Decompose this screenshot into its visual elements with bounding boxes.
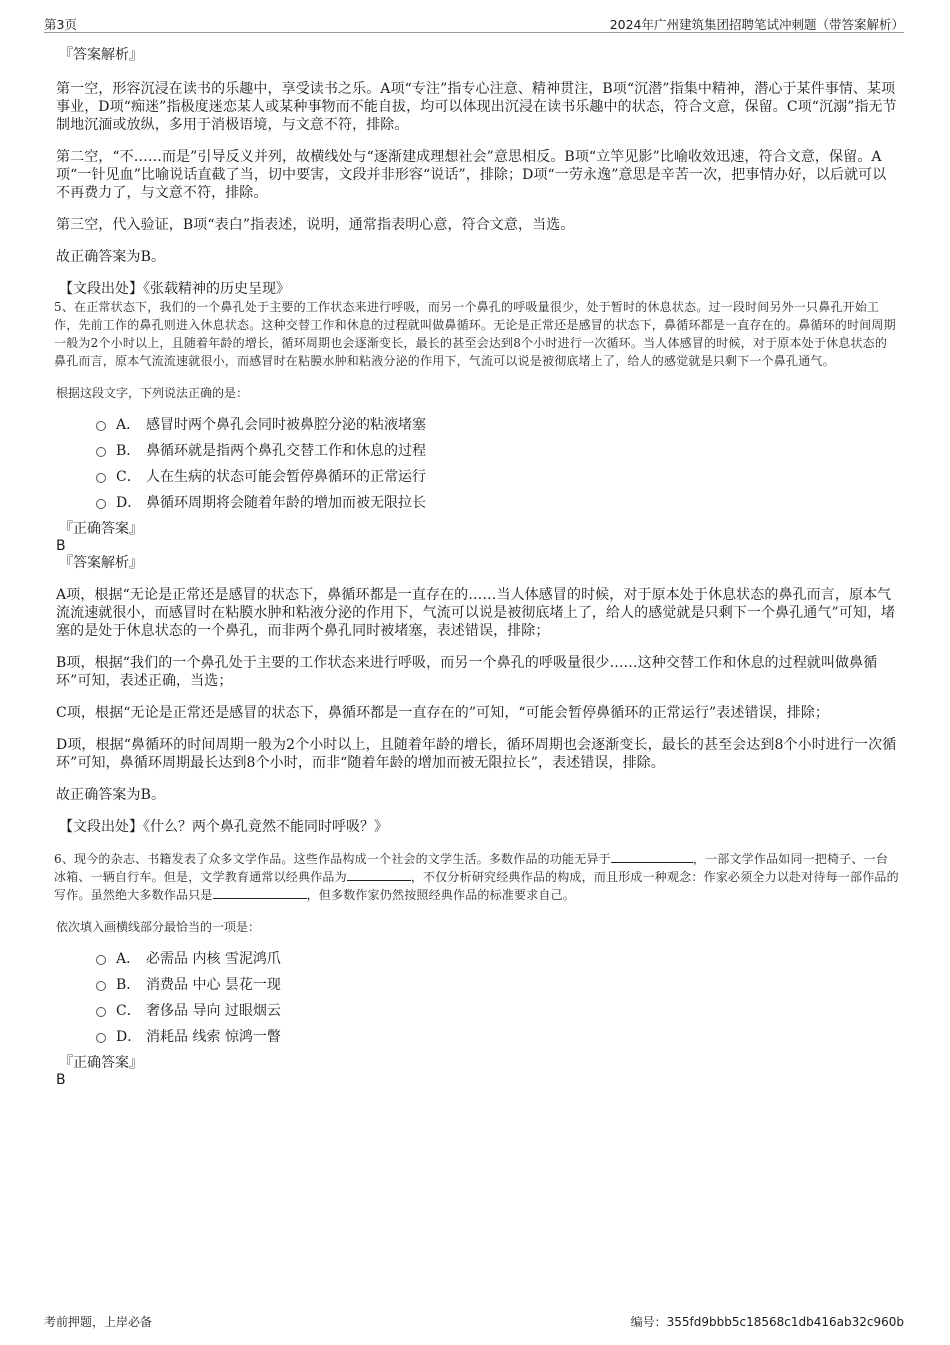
source-label: 【文段出处】	[59, 819, 143, 835]
q6-option-a[interactable]: A． 必需品 内核 雪泥鸿爪	[96, 950, 899, 976]
q6-answer: B	[56, 1072, 66, 1088]
q5-source	[59, 818, 899, 836]
q5-prompt: 根据这段文字，下列说法正确的是：	[56, 386, 249, 400]
q5-analysis-c: C项，根据“无论是正常还是感冒的状态下，鼻循环都是一直存在的”可知，“可能会暂停鼻循环的正常运行”表述错误，排除；	[56, 705, 830, 721]
q5-option-c[interactable]: C． 人在生病的状态可能会暂停鼻循环的正常运行	[96, 468, 899, 494]
q4-source	[59, 280, 899, 298]
q5-conclusion: 故正确答案为B。	[56, 787, 166, 803]
radio-icon[interactable]	[96, 421, 106, 431]
q5-question: 5、在正常状态下，我们的一个鼻孔处于主要的工作状态来进行呼吸，而另一个鼻孔的呼吸量很少，处于暂时的休息状态。过一段时间另外一只鼻孔开始工作，先前工作的鼻孔则进入休息状态。这种交替工作和休息的过程就叫做鼻循环。无论是正常还是感冒的状态下，鼻循环都是一直存在的。鼻循环的时间周期一般为2个小时以上，且随着年龄的增长，循环周期也会逐渐变长，最长的甚至会达到8个小时进行一次循环。当人体感冒的时候，对于原本处于休息状态的鼻孔而言，原本气流流速就很小，而感冒时在粘膜水肿和粘液分泌的作用下，气流可以说是被彻底堵上了，给人的感觉就是只剩下一个鼻孔通气。	[54, 300, 896, 368]
fill-blank-2[interactable]	[347, 868, 411, 881]
q4-analysis-p2: 第二空，“不……而是”引导反义并列，故横线处与“逐渐建成理想社会”意思相反。B项“立竿见影”比喻收效迅速，符合文意，保留。A项“一针见血”比喻说话直截了当，切中要害，文段并非形容“说话”，排除；D项“一劳永逸”意思是辛苦一次，把事情办好，以后就可以不再费力了，与文意不符，排除。	[56, 149, 887, 201]
fill-blank-1[interactable]	[611, 850, 693, 863]
source-title: 《什么？两个鼻孔竟然不能同时呼吸？》	[143, 819, 388, 835]
radio-icon[interactable]	[96, 473, 106, 483]
analysis-label: 『答案解析』	[59, 47, 143, 63]
q6-prompt: 依次填入画横线部分最恰当的一项是：	[56, 920, 261, 934]
q5-options	[56, 416, 899, 520]
radio-icon[interactable]	[96, 499, 106, 509]
q5-analysis-d: D项，根据“鼻循环的时间周期一般为2个小时以上，且随着年龄的增长，循环周期也会逐渐变长，最长的甚至会达到8个小时进行一次循环”可知，鼻循环周期最长达到8个小时，而非“随着年龄的增加而被无限拉长”，表述错误，排除。	[56, 737, 897, 771]
source-title: 《张载精神的历史呈现》	[143, 281, 290, 297]
q5-answer: B	[56, 538, 66, 554]
radio-icon[interactable]	[96, 447, 106, 457]
q5-option-d[interactable]: D． 鼻循环周期将会随着年龄的增加而被无限拉长	[96, 494, 899, 520]
page-footer	[44, 1313, 904, 1329]
radio-icon[interactable]	[96, 1007, 106, 1017]
page-header	[44, 14, 904, 33]
radio-icon[interactable]	[96, 1033, 106, 1043]
source-label: 【文段出处】	[59, 281, 143, 297]
q4-conclusion: 故正确答案为B。	[56, 249, 166, 265]
radio-icon[interactable]	[96, 981, 106, 991]
radio-icon[interactable]	[96, 955, 106, 965]
answer-label: 『正确答案』	[59, 1055, 143, 1071]
q4-analysis-p3: 第三空，代入验证，B项“表白”指表述，说明，通常指表明心意，符合文意，当选。	[56, 217, 575, 233]
q4-analysis-p1: 第一空，形容沉浸在读书的乐趣中，享受读书之乐。A项“专注”指专心注意、精神贯注，B项“沉潜”指集中精神，潜心于某件事情、某项事业，D项“痴迷”指极度迷恋某人或某种事物而不能自拔，均可以体现出沉浸在读书乐趣中的状态，符合文意，保留。C项“沉溺”指无节制地沉湎或放纵，多用于消极语境，与文意不符，排除。	[56, 81, 897, 133]
q5-analysis-b: B项，根据“我们的一个鼻孔处于主要的工作状态来进行呼吸，而另一个鼻孔的呼吸量很少……这种交替工作和休息的过程就叫做鼻循环”可知，表述正确，当选；	[56, 655, 878, 689]
document-title: 2024年广州建筑集团招聘笔试冲刺题（带答案解析）	[609, 17, 904, 32]
q6-question: 6、现今的杂志、书籍发表了众多文学作品。这些作品构成一个社会的文学生活。多数作品的功能无异于 ，一部文学作品如同一把椅子、一台冰箱、一辆自行车。但是，文学教育通常以经典作品为 ，不仅分析研究经典作品的构成，而且形成一种观念：作家必须全力以赴对待每一部作品的写作。虽然绝大多数作品只是 ，但多数作家仍然按照经典作品的标准要求自己。	[54, 852, 899, 902]
q5-option-a[interactable]: A． 感冒时两个鼻孔会同时被鼻腔分泌的粘液堵塞	[96, 416, 899, 442]
q5-analysis-a: A项，根据“无论是正常还是感冒的状态下，鼻循环都是一直存在的……当人体感冒的时候，对于原本处于休息状态的鼻孔而言，原本气流流速就很小，而感冒时在粘膜水肿和粘液分泌的作用下，气流可以说是被彻底堵上了，给人的感觉就是只剩下一个鼻孔通气”可知，堵塞的是处于休息状态的一个鼻孔，而非两个鼻孔同时被堵塞，表述错误，排除；	[56, 587, 896, 639]
answer-label: 『正确答案』	[59, 521, 143, 537]
analysis-label: 『答案解析』	[59, 555, 143, 571]
q5-option-b[interactable]: B． 鼻循环就是指两个鼻孔交替工作和休息的过程	[96, 442, 899, 468]
footer-slogan: 考前押题，上岸必备	[44, 1315, 153, 1329]
q6-option-b[interactable]: B． 消费品 中心 昙花一现	[96, 976, 899, 1002]
q6-options	[56, 950, 899, 1054]
page-content	[56, 46, 899, 1088]
fill-blank-3[interactable]	[213, 886, 307, 899]
q6-option-c[interactable]: C． 奢侈品 导向 过眼烟云	[96, 1002, 899, 1028]
q6-option-d[interactable]: D． 消耗品 线索 惊鸿一瞥	[96, 1028, 899, 1054]
page-number: 第3页	[44, 17, 77, 32]
document-code: 编号：355fd9bbb5c18568c1db416ab32c960b	[630, 1315, 904, 1329]
